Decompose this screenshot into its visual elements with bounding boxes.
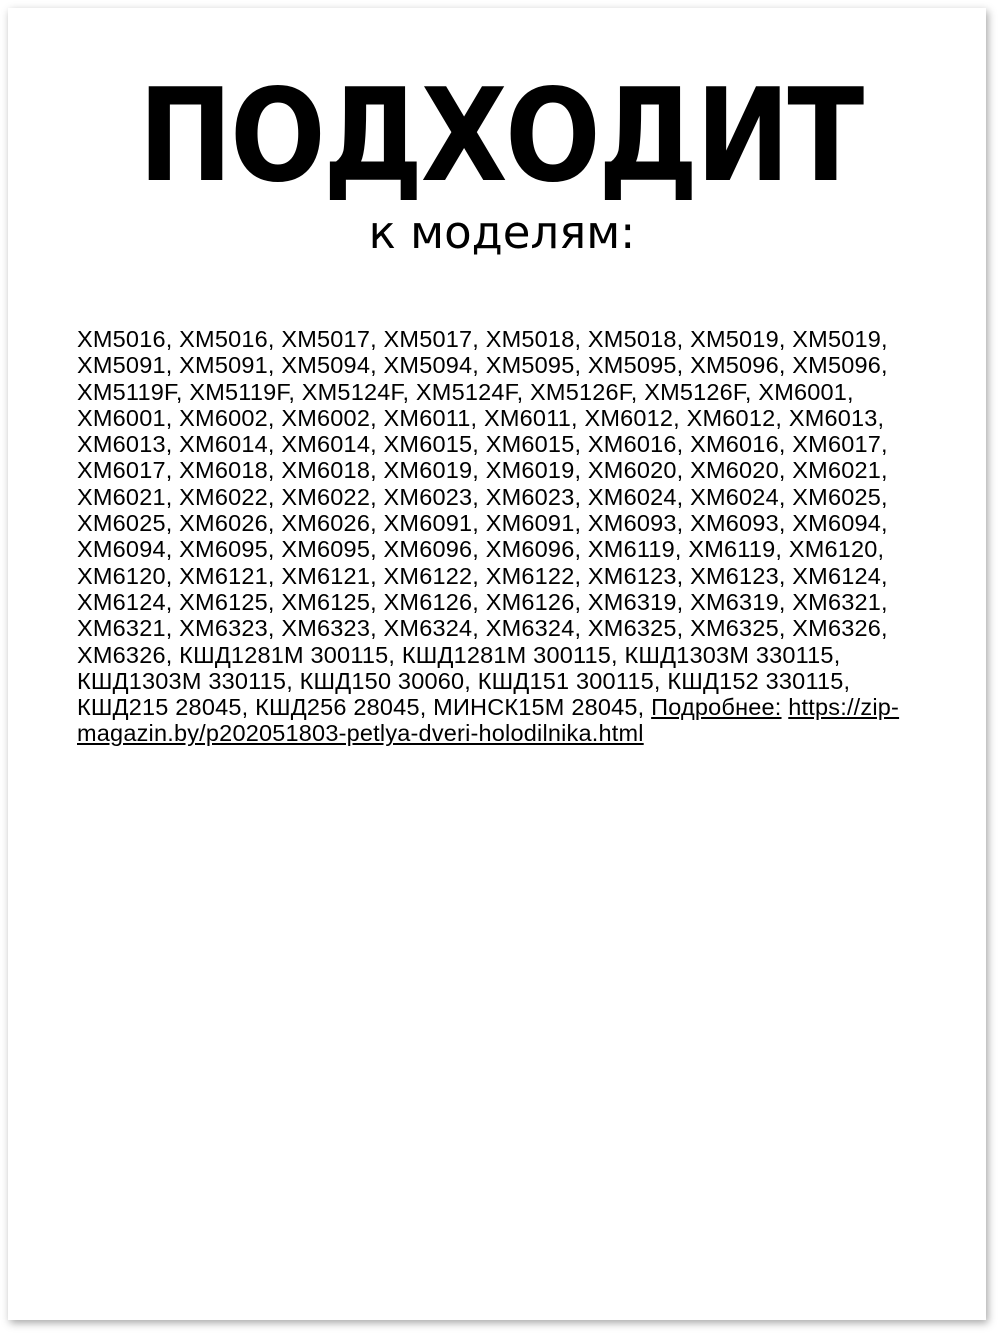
models-text: ХМ5016, ХМ5016, ХМ5017, ХМ5017, ХМ5018, ХМ5018, ХМ5019, ХМ5019, ХМ5091, ХМ5091, ХМ5094, ХМ5094, ХМ5095, ХМ5095, ХМ5096, ХМ5096, ХМ5119F, ХМ5119F, ХМ5124F, ХМ5124F, ХМ5126F, ХМ5126F, ХМ6001, ХМ6001, ХМ6002, ХМ6002, ХМ6011, ХМ6011, ХМ6012, ХМ6012, ХМ6013, ХМ6013, ХМ6014, ХМ6014, ХМ6015, ХМ6015, ХМ6016, ХМ6016, ХМ6017, ХМ6017, ХМ6018, ХМ6018, ХМ6019, ХМ6019, ХМ6020, ХМ6020, ХМ6021, ХМ6021, ХМ6022, ХМ6022, ХМ6023, ХМ6023, ХМ6024, ХМ6024, ХМ6025, ХМ6025, ХМ6026, ХМ6026, ХМ6091, ХМ6091, ХМ6093, ХМ6093, ХМ6094, ХМ6094, ХМ6095, ХМ6095, ХМ6096, ХМ6096, ХМ6119, ХМ6119, ХМ6120, ХМ6120, ХМ6121, ХМ6121, ХМ6122, ХМ6122, ХМ6123, ХМ6123, ХМ6124, ХМ6124, ХМ6125, ХМ6125, ХМ6126, ХМ6126, ХМ6319, ХМ6319, ХМ6321, ХМ6321, ХМ6323, ХМ6323, ХМ6324, ХМ6324, ХМ6325, ХМ6325, ХМ6326, ХМ6326, КШД1281М 300115, КШД1281М 300115, КШД1303М 330115, КШД1303М 330115, КШД150 30060, КШД151 300115, КШД152 330115, КШД215 28045, КШД256 28045, МИНСК15М 28045, (77, 326, 888, 721)
compatible-models-list (77, 326, 947, 747)
page-subtitle: к моделям: (368, 206, 636, 259)
more-label: Подробнее: (651, 694, 782, 721)
page-title: ПОДХОДИТ (138, 62, 862, 211)
product-link[interactable]: https://zip-magazin.by/p202051803-petlya-dveri-holodilnika.html (77, 694, 900, 747)
